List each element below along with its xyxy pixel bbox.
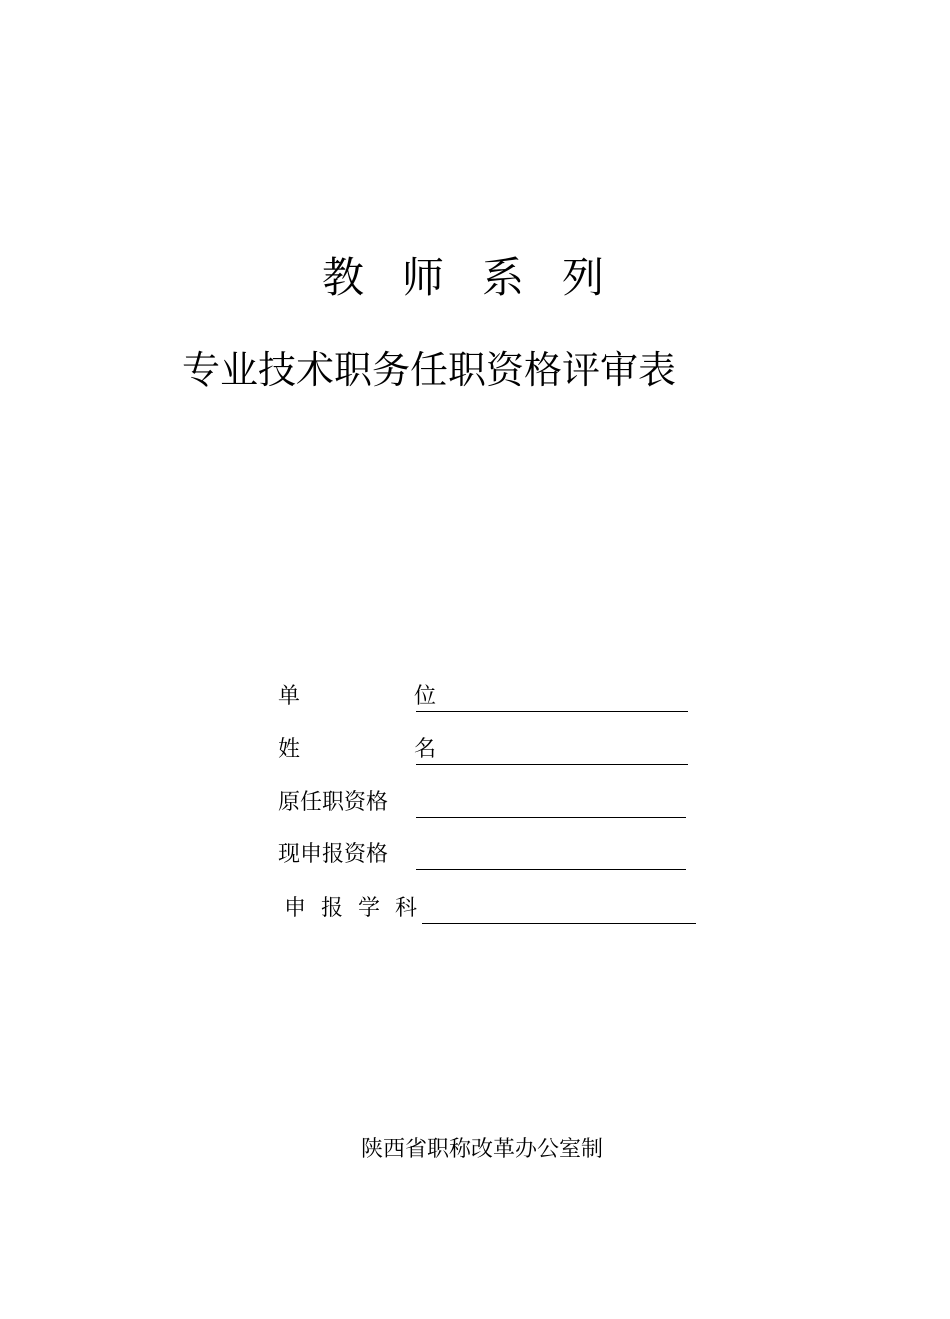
field-applied-qualification-line[interactable]	[416, 869, 686, 870]
form-main-title: 专业技术职务任职资格评审表	[182, 348, 677, 392]
field-applied-qualification-label: 现申报资格	[278, 842, 389, 867]
field-unit-label: 单 位	[278, 684, 449, 709]
field-original-qualification	[278, 786, 688, 820]
field-unit	[278, 680, 688, 714]
field-discipline-line[interactable]	[422, 923, 696, 924]
field-discipline-label: 申 报 学 科	[284, 896, 421, 921]
field-discipline	[278, 892, 698, 926]
field-unit-line[interactable]	[416, 711, 688, 712]
form-series-title: 教师系列	[321, 253, 642, 302]
issuer-footer: 陕西省职称改革办公室制	[360, 1137, 603, 1162]
field-applied-qualification	[278, 838, 688, 872]
field-name-label: 姓 名	[278, 737, 449, 762]
field-original-qualification-line[interactable]	[416, 817, 686, 818]
field-name-line[interactable]	[416, 764, 688, 765]
field-original-qualification-label: 原任职资格	[278, 790, 389, 815]
field-name	[278, 733, 688, 767]
